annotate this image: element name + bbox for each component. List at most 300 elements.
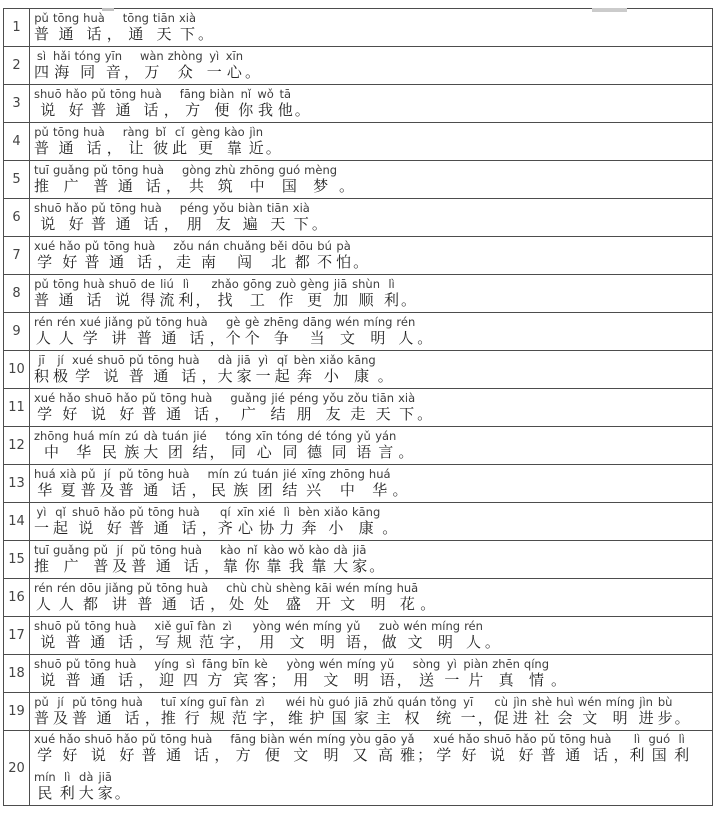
hanzi-text: ，: [195, 291, 211, 309]
pinyin-text: guī: [208, 694, 227, 709]
pinyin-text: jiā: [333, 276, 348, 291]
row-number: 19: [4, 693, 30, 731]
row-content: [30, 85, 713, 123]
row-content: [30, 579, 713, 617]
punctuation-unit: [295, 87, 309, 121]
punctuation-unit: [417, 315, 431, 349]
screen-artifact-left: [102, 8, 114, 11]
syllable-unit: [64, 87, 89, 121]
text-line: [32, 315, 712, 349]
punctuation-unit: [266, 125, 280, 159]
pinyin-text: nán: [197, 238, 220, 253]
pinyin-text: péng: [289, 390, 319, 405]
syllable-unit: [513, 732, 538, 766]
syllable-unit: [170, 125, 189, 159]
hanzi-text: 权: [404, 709, 420, 727]
pinyin-text: huā: [396, 580, 419, 595]
hanzi-text: 。: [294, 101, 310, 119]
pinyin-text: fāng: [202, 656, 228, 671]
pinyin-text: shuō: [34, 86, 62, 101]
syllable-unit: [135, 581, 154, 615]
punctuation-unit: [198, 11, 212, 45]
hanzi-text: 话: [189, 595, 205, 613]
pinyin-text: tā: [279, 86, 292, 101]
hanzi-text: 结: [270, 405, 286, 423]
pinyin-text: bǐ: [155, 124, 166, 139]
pinyin-text: tōng: [84, 618, 111, 633]
hanzi-text: 又: [352, 747, 368, 764]
punctuation-unit: [339, 163, 353, 197]
hanzi-text: 通: [58, 25, 74, 43]
hanzi-text: 夏: [60, 481, 76, 499]
hanzi-text: 通: [166, 405, 182, 423]
hanzi-text: 小: [328, 519, 344, 537]
row-number: 20: [4, 731, 30, 806]
pinyin-text: zhōng: [239, 162, 275, 177]
syllable-unit: [216, 505, 235, 539]
syllable-unit: [173, 619, 195, 653]
syllable-unit: [287, 732, 315, 766]
syllable-unit: [231, 467, 250, 501]
syllable-unit: [241, 277, 274, 311]
slogan-table-body: [4, 9, 713, 806]
hanzi-text: 好: [68, 101, 84, 119]
syllable-unit: [315, 239, 334, 273]
punctuation-unit: [369, 543, 383, 577]
hanzi-text: 友: [215, 215, 231, 233]
pinyin-text: rén: [34, 314, 53, 329]
table-row: [4, 617, 713, 655]
hanzi-text: 齐: [217, 519, 233, 537]
pinyin-text: zhōng: [329, 466, 365, 481]
pinyin-text: xiǎo: [323, 504, 348, 519]
punctuation-unit: [166, 163, 180, 197]
pinyin-text: dōu: [79, 580, 102, 595]
pinyin-text: dà: [333, 542, 348, 557]
syllable-unit: [530, 695, 554, 729]
pinyin-text: jiā: [352, 542, 367, 557]
hanzi-text: 明: [438, 633, 454, 651]
table-row: [4, 313, 713, 351]
syllable-unit: [274, 277, 298, 311]
text-line: [32, 619, 712, 653]
pinyin-text: tōng: [53, 276, 80, 291]
pinyin-text: xīn: [225, 48, 243, 63]
punctuation-unit: [124, 49, 138, 83]
syllable-unit: [350, 505, 382, 539]
hanzi-text: 中: [339, 481, 355, 499]
syllable-unit: [160, 429, 190, 463]
pinyin-text: yǒu: [322, 390, 344, 405]
putonghua-slogan-table: [3, 8, 713, 806]
hanzi-text: 通: [90, 671, 106, 689]
syllable-unit: [55, 581, 78, 615]
syllable-unit: [141, 429, 160, 463]
pinyin-text: [551, 657, 565, 671]
hanzi-text: 明: [353, 671, 369, 689]
syllable-unit: [331, 277, 350, 311]
syllable-unit: [216, 353, 235, 387]
hanzi-text: 普: [80, 481, 96, 499]
syllable-unit: [184, 315, 210, 349]
hanzi-text: 力: [279, 519, 295, 537]
hanzi-text: ，: [157, 253, 173, 271]
row-content: [30, 541, 713, 579]
pinyin-text: pǔ: [91, 86, 106, 101]
hanzi-text: 加: [333, 291, 349, 309]
hanzi-text: 说: [90, 747, 106, 764]
punctuation-unit: [107, 11, 121, 45]
pinyin-text: yì: [209, 48, 220, 63]
syllable-unit: [83, 619, 113, 653]
syllable-unit: [291, 201, 312, 235]
text-line: [32, 163, 712, 197]
syllable-unit: [138, 201, 164, 235]
pinyin-text: pǔ: [93, 162, 109, 177]
syllable-unit: [77, 770, 96, 804]
pinyin-text: pǔ: [34, 694, 49, 709]
syllable-unit: [32, 770, 58, 804]
pinyin-text: huà: [186, 580, 209, 595]
pinyin-text: [363, 619, 377, 633]
hanzi-text: 华: [76, 443, 92, 461]
pinyin-text: tōng: [84, 656, 111, 671]
punctuation-unit: [107, 125, 121, 159]
pinyin-text: huà: [190, 732, 213, 746]
pinyin-text: tōng: [160, 390, 187, 405]
pinyin-text: shuō: [84, 732, 113, 746]
hanzi-text: 。: [377, 367, 393, 385]
hanzi-text: 同: [282, 443, 298, 461]
hanzi-text: 普: [118, 481, 134, 499]
syllable-unit: [64, 619, 83, 653]
hanzi-text: 普: [34, 291, 50, 309]
syllable-unit: [103, 49, 124, 83]
pinyin-text: shèng: [275, 580, 311, 595]
hanzi-text: 彼: [153, 139, 169, 157]
hanzi-text: 协: [259, 519, 275, 537]
hanzi-text: 普: [34, 139, 50, 157]
syllable-unit: [243, 315, 262, 349]
pinyin-text: pǔ: [65, 618, 81, 633]
punctuation-unit: [478, 695, 492, 729]
hanzi-text: 及: [53, 709, 69, 727]
syllable-unit: [181, 657, 200, 691]
pinyin-text: huà: [589, 732, 612, 746]
pinyin-text: xià: [59, 466, 77, 481]
hanzi-text: ，: [209, 329, 225, 347]
hanzi-text: 送: [419, 671, 435, 689]
pinyin-text: xué: [34, 732, 56, 746]
hanzi-text: 更: [198, 139, 214, 157]
syllable-unit: [224, 581, 249, 615]
hanzi-text: 。: [369, 557, 385, 575]
hanzi-text: 通: [117, 177, 133, 195]
hanzi-text: 字: [252, 709, 268, 727]
pinyin-text: wén: [288, 732, 313, 746]
hanzi-text: ，: [396, 671, 412, 689]
text-line: [32, 505, 712, 539]
syllable-unit: [218, 619, 237, 653]
syllable-unit: [159, 732, 189, 766]
syllable-unit: [176, 277, 195, 311]
row-number: 10: [4, 351, 30, 389]
syllable-unit: [121, 125, 151, 159]
syllable-unit: [302, 163, 339, 197]
hanzi-text: 统: [436, 709, 452, 727]
pinyin-text: yíng: [154, 656, 179, 671]
pinyin-text: zú: [125, 428, 139, 443]
pinyin-text: pǔ: [141, 732, 157, 746]
syllable-unit: [113, 657, 139, 691]
hanzi-text: 中: [43, 443, 59, 461]
syllable-unit: [32, 732, 57, 766]
hanzi-text: 说: [490, 747, 506, 764]
syllable-unit: [265, 201, 291, 235]
syllable-unit: [461, 657, 490, 691]
hanzi-text: 怕: [336, 253, 352, 271]
row-content: [30, 503, 713, 541]
pinyin-text: huà: [83, 10, 105, 25]
punctuation-unit: [675, 695, 689, 729]
syllable-unit: [262, 315, 301, 349]
pinyin-text: [138, 619, 152, 633]
hanzi-text: 通: [96, 709, 112, 727]
pinyin-text: hǎo: [65, 200, 87, 215]
hanzi-text: 话: [86, 291, 102, 309]
hanzi-text: 社: [534, 709, 550, 727]
text-line: [32, 49, 712, 83]
hanzi-text: 好: [119, 747, 135, 764]
syllable-unit: [401, 619, 429, 653]
syllable-unit: [395, 581, 421, 615]
syllable-unit: [346, 391, 370, 425]
syllable-unit: [108, 87, 138, 121]
pinyin-text: tōng: [103, 238, 130, 253]
syllable-unit: [32, 353, 51, 387]
pinyin-text: zhēn: [492, 656, 520, 671]
pinyin-text: guó: [278, 162, 301, 177]
hanzi-text: 不: [317, 253, 333, 271]
pinyin-text: gòng: [182, 162, 211, 177]
pinyin-text: pǔ: [34, 276, 49, 291]
pinyin-text: bù: [657, 694, 673, 709]
hanzi-text: 情: [528, 671, 544, 689]
pinyin-text: shuō: [72, 504, 100, 519]
pinyin-text: chù: [251, 580, 272, 595]
pinyin-text: pǔ: [80, 466, 96, 481]
hanzi-text: ，: [201, 519, 217, 537]
syllable-unit: [132, 239, 158, 273]
hanzi-text: 高: [377, 747, 393, 764]
hanzi-text: 普: [90, 215, 106, 233]
row-number: 7: [4, 237, 30, 275]
syllable-unit: [32, 163, 51, 197]
hanzi-text: 普: [65, 671, 81, 689]
syllable-unit: [429, 619, 462, 653]
pinyin-text: míng: [363, 580, 393, 595]
hanzi-text: 客: [253, 671, 269, 689]
hanzi-text: 海: [54, 63, 70, 81]
syllable-unit: [224, 315, 243, 349]
pinyin-text: tōng: [148, 504, 175, 519]
hanzi-text: 好: [62, 253, 78, 271]
punctuation-unit: [145, 695, 159, 729]
syllable-unit: [103, 315, 135, 349]
syllable-unit: [107, 277, 139, 311]
pinyin-text: [339, 163, 353, 177]
pinyin-text: [198, 11, 212, 25]
pinyin-text: gèng: [300, 276, 330, 291]
syllable-unit: [262, 543, 287, 577]
hanzi-text: 说: [103, 367, 119, 385]
pinyin-text: biàn: [237, 200, 263, 215]
syllable-unit: [235, 353, 254, 387]
pinyin-text: rén: [396, 314, 416, 329]
syllable-unit: [396, 391, 417, 425]
pinyin-text: [157, 239, 171, 253]
syllable-unit: [344, 619, 363, 653]
syllable-unit: [627, 732, 646, 766]
pinyin-text: rén: [34, 580, 53, 595]
hanzi-text: 国: [281, 177, 297, 195]
text-line: [32, 429, 712, 463]
hanzi-text: 话: [118, 633, 134, 651]
table-row: [4, 579, 713, 617]
pinyin-text: jiǎng: [105, 580, 134, 595]
hanzi-text: 南: [201, 253, 217, 271]
pinyin-text: tōng: [160, 732, 187, 746]
syllable-unit: [429, 695, 459, 729]
pinyin-text: yǔ: [356, 428, 371, 443]
pinyin-text: [192, 467, 206, 481]
hanzi-text: 一: [460, 709, 476, 727]
hanzi-text: ，: [613, 747, 629, 764]
pinyin-text: míng: [363, 314, 393, 329]
hanzi-text: 护: [309, 709, 325, 727]
syllable-unit: [277, 163, 303, 197]
syllable-unit: [299, 467, 328, 501]
pinyin-text: tóng: [225, 428, 252, 443]
syllable-unit: [127, 353, 146, 387]
syllable-unit: [251, 619, 283, 653]
punctuation-unit: [353, 239, 367, 273]
hanzi-text: 靠: [266, 557, 282, 575]
hanzi-text: 话: [181, 519, 197, 537]
hanzi-text: ；: [270, 671, 286, 689]
hanzi-text: 民: [101, 443, 117, 461]
hanzi-text: 利: [384, 291, 400, 309]
syllable-unit: [58, 467, 79, 501]
hanzi-text: 话: [593, 747, 609, 764]
pinyin-text: zì: [222, 618, 232, 633]
syllable-unit: [148, 543, 178, 577]
pinyin-text: tōng: [155, 314, 183, 329]
pinyin-text: lì: [182, 276, 190, 291]
pinyin-text: qíng: [523, 656, 550, 671]
pinyin-text: guǎng: [53, 542, 90, 557]
syllable-unit: [108, 201, 138, 235]
row-number: 11: [4, 389, 30, 427]
pinyin-text: [271, 657, 285, 671]
pinyin-text: yòng: [252, 618, 282, 633]
row-content: [30, 123, 713, 161]
hanzi-text: 处: [229, 595, 245, 613]
syllable-unit: [250, 467, 280, 501]
pinyin-text: hǎo: [116, 732, 138, 746]
hanzi-text: 近: [248, 139, 264, 157]
syllable-unit: [185, 581, 211, 615]
pinyin-text: bèn: [293, 352, 316, 367]
pinyin-text: [210, 581, 224, 595]
hanzi-text: ，: [138, 671, 154, 689]
syllable-unit: [396, 695, 429, 729]
pinyin-text: [417, 732, 431, 746]
syllable-unit: [522, 657, 551, 691]
syllable-unit: [378, 657, 397, 691]
syllable-unit: [322, 505, 350, 539]
syllable-unit: [114, 732, 139, 766]
pinyin-text: tóng: [326, 428, 353, 443]
syllable-unit: [70, 695, 89, 729]
hanzi-text: 心: [237, 519, 253, 537]
text-line: [32, 770, 712, 804]
hanzi-text: 。: [417, 405, 433, 423]
row-number: 18: [4, 655, 30, 693]
pinyin-text: shuō: [483, 732, 512, 746]
syllable-unit: [81, 125, 107, 159]
pinyin-text: tóng: [276, 428, 304, 443]
syllable-unit: [146, 505, 176, 539]
syllable-unit: [178, 201, 211, 235]
pinyin-text: zhǎo: [211, 276, 239, 291]
row-content: [30, 9, 713, 47]
syllable-unit: [32, 543, 51, 577]
syllable-unit: [492, 695, 511, 729]
punctuation-unit: [210, 315, 224, 349]
pinyin-text: fāng: [230, 732, 256, 746]
pinyin-text: yǒu: [212, 200, 234, 215]
syllable-unit: [32, 695, 51, 729]
syllable-unit: [558, 732, 588, 766]
hanzi-text: 人: [35, 329, 51, 347]
syllable-unit: [276, 87, 295, 121]
syllable-unit: [307, 543, 332, 577]
syllable-unit: [71, 429, 97, 463]
pinyin-text: tuán: [162, 428, 189, 443]
pinyin-text: lì: [283, 504, 290, 519]
pinyin-text: [202, 353, 216, 367]
hanzi-text: 好: [518, 747, 534, 764]
syllable-unit: [277, 505, 296, 539]
syllable-unit: [51, 543, 91, 577]
syllable-unit: [166, 49, 205, 83]
hanzi-text: 文: [340, 329, 356, 347]
hanzi-text: 真: [498, 671, 514, 689]
pinyin-text: wén: [403, 618, 428, 633]
hanzi-text: 利: [178, 291, 194, 309]
syllable-unit: [190, 429, 209, 463]
hanzi-text: 方: [207, 671, 223, 689]
hanzi-text: 。: [551, 671, 567, 689]
syllable-unit: [32, 391, 57, 425]
pinyin-text: jiǎng: [104, 314, 133, 329]
hanzi-text: ，: [191, 481, 207, 499]
hanzi-text: 说: [78, 519, 94, 537]
syllable-unit: [189, 732, 215, 766]
syllable-unit: [78, 315, 103, 349]
pinyin-text: tiān: [152, 10, 175, 25]
